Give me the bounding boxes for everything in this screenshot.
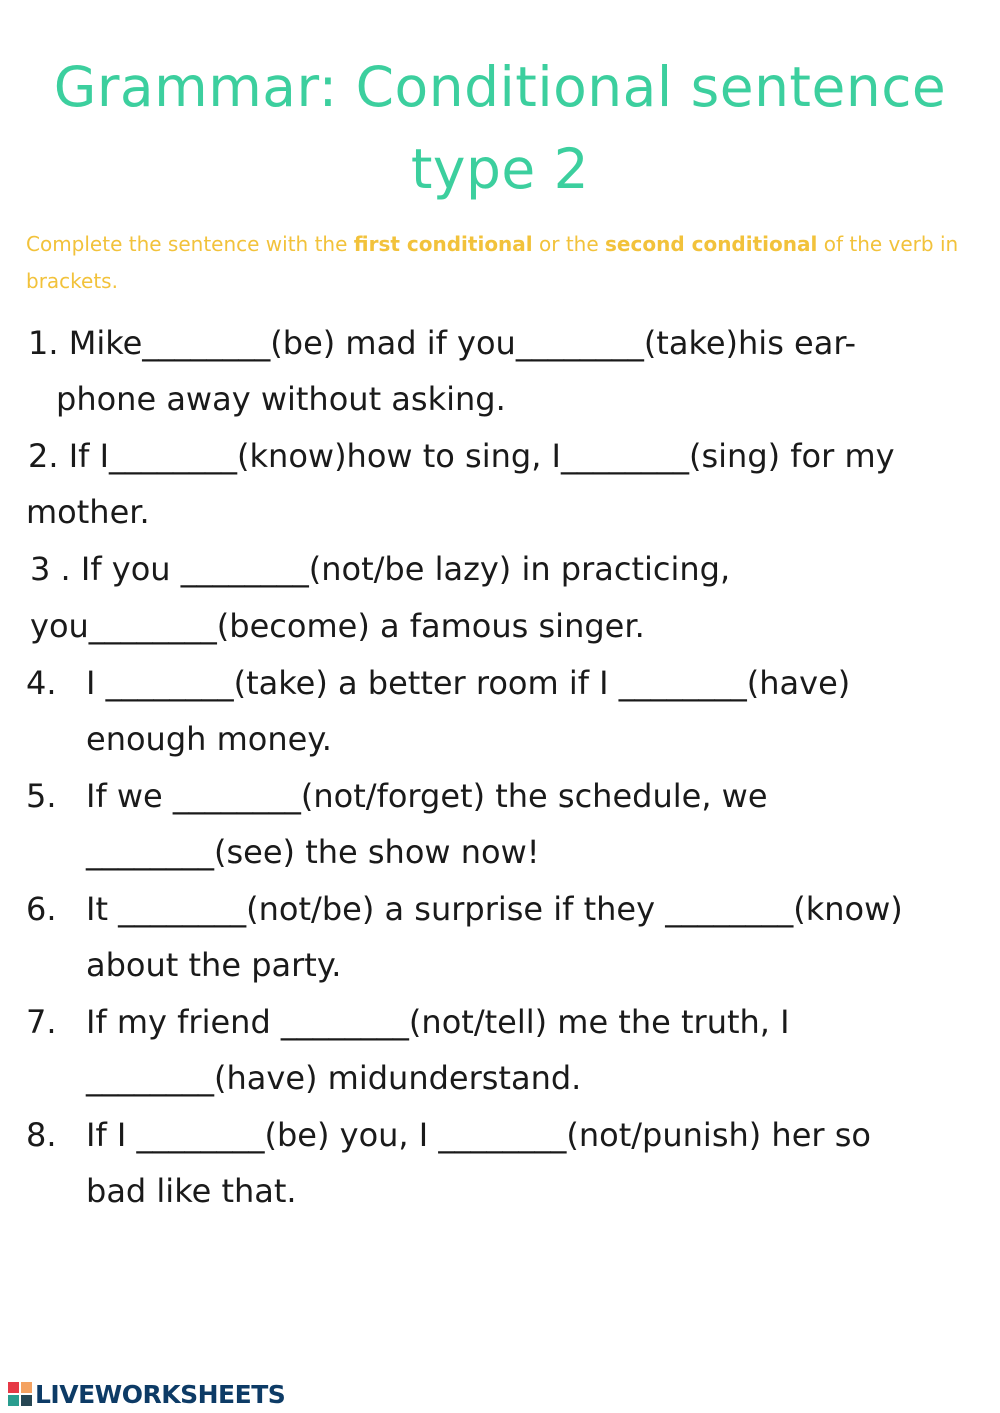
instructions — [26, 226, 998, 300]
exercise-4-line-2: enough money. — [86, 720, 332, 758]
exercise-7-line-1: If my friend ________(not/tell) me the truth, I — [86, 1003, 790, 1041]
exercise-6-line-1: It ________(not/be) a surprise if they ________(know) — [86, 890, 903, 928]
instructions-text: of the verb in — [817, 232, 959, 256]
exercise-5-line-1: If we ________(not/forget) the schedule, we — [86, 777, 768, 815]
liveworksheets-logo — [8, 1378, 285, 1410]
instructions-text: Complete the sentence with the — [26, 232, 354, 256]
exercise-5-line-2: ________(see) the show now! — [86, 833, 540, 871]
instructions-bold-first: first conditional — [353, 232, 533, 256]
exercise-1-line-2: phone away without asking. — [56, 380, 506, 418]
logo-square — [21, 1382, 32, 1393]
exercise-3-line-2: you________(become) a famous singer. — [30, 607, 645, 645]
logo-square — [21, 1395, 32, 1406]
exercise-6-number: 6. — [26, 890, 57, 928]
exercise-2-line-2: mother. — [26, 493, 150, 531]
title-line-1: Grammar: Conditional sentence — [53, 55, 947, 119]
logo-grid-icon — [8, 1382, 32, 1406]
exercise-4-line-1: I ________(take) a better room if I ________(have) — [86, 664, 851, 702]
instructions-text-line2: brackets. — [26, 269, 118, 293]
instructions-text: or the — [532, 232, 606, 256]
exercise-8-line-2: bad like that. — [86, 1172, 297, 1210]
exercise-7-number: 7. — [26, 1003, 57, 1041]
exercise-7-line-2: ________(have) midunderstand. — [86, 1059, 582, 1097]
exercise-8-number: 8. — [26, 1116, 57, 1154]
instructions-bold-second: second conditional — [605, 232, 818, 256]
logo-square — [8, 1395, 19, 1406]
logo-square — [8, 1382, 19, 1393]
exercise-8-line-1: If I ________(be) you, I ________(not/punish) her so — [86, 1116, 871, 1154]
exercise-2-line-1: 2. If I________(know)how to sing, I________(sing) for my — [28, 437, 895, 475]
exercise-5-number: 5. — [26, 777, 57, 815]
exercise-4-number: 4. — [26, 664, 57, 702]
exercise-6-line-2: about the party. — [86, 946, 342, 984]
logo-text: LIVEWORKSHEETS — [35, 1379, 286, 1409]
title-line-2: type 2 — [410, 137, 590, 201]
exercise-1-line-1: 1. Mike________(be) mad if you________(take)his ear- — [28, 324, 856, 362]
exercise-3-line-1: 3 . If you ________(not/be lazy) in practicing, — [30, 550, 731, 588]
page-title — [0, 46, 1000, 210]
